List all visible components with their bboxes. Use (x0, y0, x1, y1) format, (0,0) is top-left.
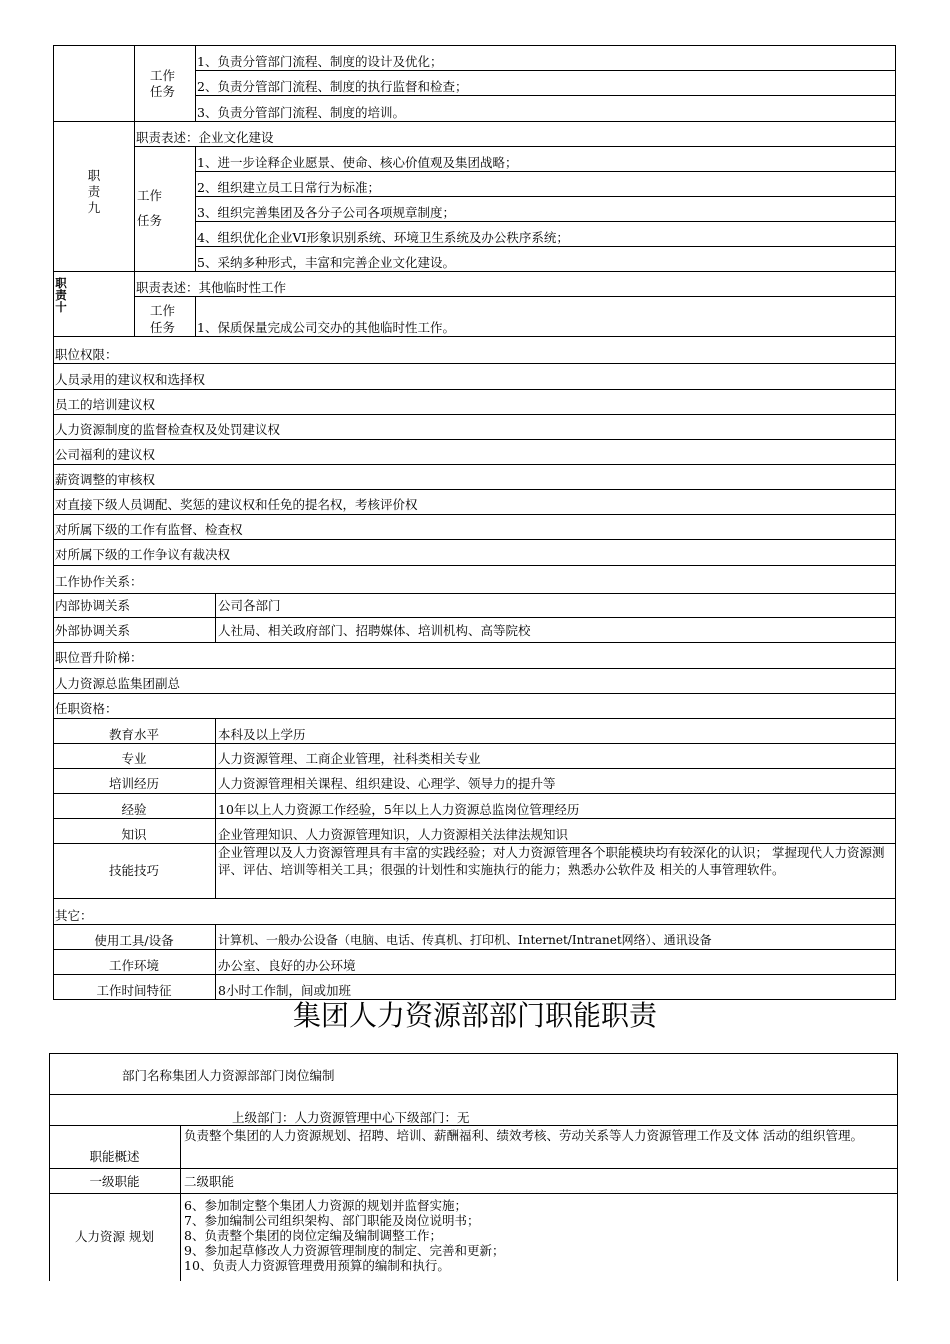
authority-item: 对所属下级的工作有监督、检查权 (55, 522, 243, 537)
other-label: 使用工具/设备 (94, 933, 174, 948)
cooperation-row-label: 内部协调关系 (55, 598, 131, 613)
authority-heading: 职位权限： (55, 347, 118, 362)
qualification-label: 教育水平 (108, 727, 159, 742)
qualification-label: 专业 (121, 751, 147, 766)
authority-item: 人力资源制度的监督检查权及处罚建议权 (55, 422, 281, 437)
document-title: 集团人力资源部部门职能职责 (292, 999, 657, 1032)
authority-item: 对直接下级人员调配、奖惩的建议权和任免的提名权，考核评价权 (55, 497, 418, 512)
planning-item: 10、负责人力资源管理费用预算的编制和执行。 (184, 1258, 450, 1273)
duty9-task-2: 2、组织建立员工日常行为标准； (197, 180, 380, 195)
duty10-task-label-2: 任务 (150, 320, 176, 335)
planning-label: 人力资源 规划 (75, 1229, 154, 1244)
duty8-task-1: 1、负责分管部门流程、制度的设计及优化； (197, 54, 443, 69)
other-value: 8小时工作制，间或加班 (218, 983, 351, 998)
duty9-statement: 职责表述：企业文化建设 (136, 130, 274, 145)
cooperation-row-label: 外部协调关系 (55, 623, 131, 638)
qualification-heading: 任职资格： (55, 701, 118, 716)
qualification-label: 培训经历 (108, 776, 159, 791)
qualification-label: 经验 (121, 802, 147, 817)
other-label: 工作时间特征 (96, 983, 172, 998)
dept-relation-line: 上级部门：人力资源管理中心下级部门：无 (232, 1110, 470, 1125)
level2-label: 二级职能 (184, 1174, 235, 1189)
cooperation-row-value: 公司各部门 (218, 598, 281, 613)
overview-text: 负责整个集团的人力资源规划、招聘、培训、薪酬福利、绩效考核、劳动关系等人力资源管理工作及文体 活动的组织管理。 (184, 1128, 863, 1143)
cooperation-heading: 工作协作关系： (55, 574, 143, 589)
duty9-task-label-2: 任务 (137, 213, 163, 228)
duty9-task-4: 4、组织优化企业VI形象识别系统、环境卫生系统及办公秩序系统； (197, 230, 569, 245)
duty10-task: 1、保质保量完成公司交办的其他临时性工作。 (197, 320, 455, 335)
duty9-task-1: 1、进一步诠释企业愿景、使命、核心价值观及集团战略； (197, 155, 518, 170)
qualification-label: 知识 (121, 827, 147, 842)
overview-label: 职能概述 (89, 1149, 140, 1164)
qualification-value: 人力资源管理相关课程、组织建设、心理学、领导力的提升等 (218, 776, 556, 791)
duty10-statement: 职责表述：其他临时性工作 (136, 280, 287, 295)
duty9-label: 职责九 (87, 168, 101, 215)
duty8-task-label-1: 工作 (150, 68, 176, 83)
qualification-value: 企业管理以及人力资源管理具有丰富的实践经验；对人力资源管理各个职能模块均有较深化的认识； 掌握现代人力资源测评、评估、培训等相关工具；很强的计划性和实施执行的能力；熟悉办公软件及 相关的人事管理软件。 (218, 845, 885, 877)
qualification-label: 技能技巧 (108, 863, 159, 878)
planning-item: 9、参加起草修改人力资源管理制度的制定、完善和更新； (184, 1243, 505, 1258)
duty10-task-label-1: 工作 (150, 303, 176, 318)
qualification-value: 10年以上人力资源工作经验，5年以上人力资源总监岗位管理经历 (218, 802, 580, 817)
qualification-value: 本科及以上学历 (218, 727, 306, 742)
authority-item: 对所属下级的工作争议有裁决权 (55, 547, 231, 562)
duty8-task-2: 2、负责分管部门流程、制度的执行监督和检查； (197, 79, 468, 94)
other-value: 办公室、良好的办公环境 (218, 958, 356, 973)
planning-item: 7、参加编制公司组织架构、部门职能及岗位说明书； (184, 1213, 480, 1228)
duty9-task-5: 5、采纳多种形式，丰富和完善企业文化建设。 (197, 255, 455, 270)
duty8-task-3: 3、负责分管部门流程、制度的培训。 (197, 105, 405, 120)
duty8-task-label-2: 任务 (150, 84, 176, 99)
other-value: 计算机、一般办公设备（电脑、电话、传真机、打印机、Internet/Intranet网络）、通讯设备 (218, 933, 712, 947)
other-heading: 其它： (55, 908, 93, 923)
duty10-label: 职责十 (55, 276, 67, 314)
cooperation-row-value: 人社局、相关政府部门、招聘媒体、培训机构、高等院校 (218, 623, 531, 638)
authority-item: 薪资调整的审核权 (55, 472, 156, 487)
qualification-value: 企业管理知识、人力资源管理知识，人力资源相关法律法规知识 (218, 827, 569, 842)
planning-item: 6、参加制定整个集团人力资源的规划并监督实施； (184, 1198, 467, 1213)
promotion-path: 人力资源总监集团副总 (55, 676, 181, 691)
dept-name-line: 部门名称集团人力资源部部门岗位编制 (122, 1068, 335, 1083)
promotion-heading: 职位晋升阶梯： (55, 650, 143, 665)
level1-label: 一级职能 (89, 1174, 140, 1189)
qualification-value: 人力资源管理、工商企业管理，社科类相关专业 (218, 751, 481, 766)
authority-item: 员工的培训建议权 (55, 397, 156, 412)
authority-item: 公司福利的建议权 (55, 447, 156, 462)
other-label: 工作环境 (108, 958, 159, 973)
authority-item: 人员录用的建议权和选择权 (55, 372, 206, 387)
duty9-task-label-1: 工作 (137, 188, 163, 203)
duty9-task-3: 3、组织完善集团及各分子公司各项规章制度； (197, 205, 455, 220)
planning-item: 8、负责整个集团的岗位定编及编制调整工作； (184, 1228, 442, 1243)
